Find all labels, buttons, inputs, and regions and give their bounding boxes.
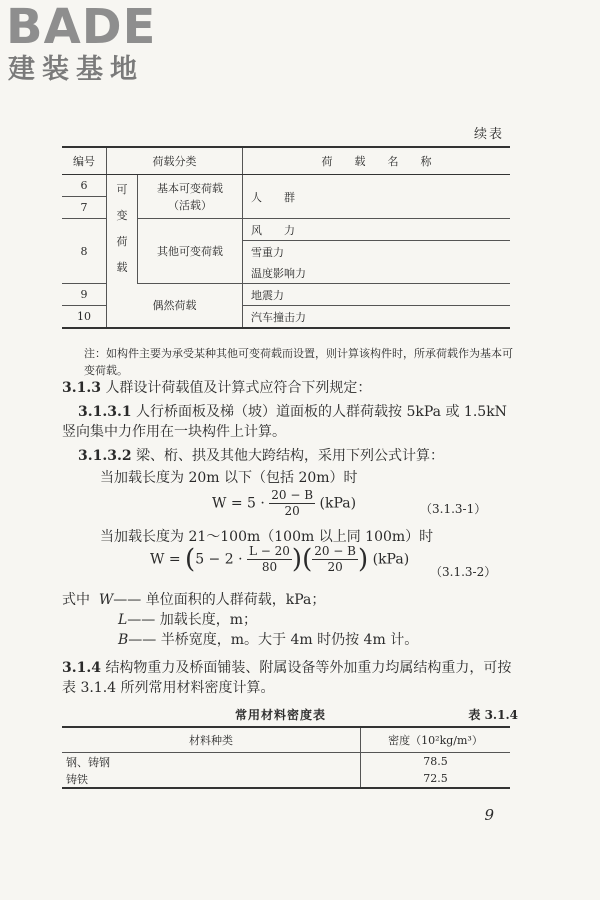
section-number: 3.1.4 [62, 660, 101, 676]
load-classification-table [62, 146, 510, 329]
row-no: 8 [62, 219, 107, 284]
table-row [62, 175, 510, 197]
section-text: 结构物重力及桥面铺装、附属设备等外加重力均属结构重力，可按表 3.1.4 所列常用材料密度计算。 [62, 660, 512, 696]
table-row [62, 770, 510, 788]
table-header-row [62, 147, 510, 175]
header-material: 材料种类 [62, 727, 361, 753]
material-cell: 铸铁 [62, 770, 361, 788]
table-row [62, 753, 510, 771]
load-name: 汽车撞击力 [243, 306, 511, 329]
accidental-load: 偶然荷载 [107, 284, 243, 329]
where-clause [62, 590, 512, 650]
section-text: 人行桥面板及梯（坡）道面板的人群荷载按 5kPa 或 1.5kN 竖向集中力作用在一块构件上计算。 [62, 404, 507, 440]
density-cell: 72.5 [361, 770, 511, 788]
header-load-name: 荷 载 名 称 [243, 147, 511, 175]
table-note: 注：如构件主要为承受某种其他可变荷载而设置，则计算该构件时，所承荷载作为基本可变荷载。 [84, 347, 513, 377]
logo-wordmark: BADE [6, 0, 157, 55]
section-3-1-3-2 [78, 446, 518, 466]
fraction: $\frac{L - 20}{80}$ [249, 544, 290, 574]
table2-title: 常用材料密度表 [235, 708, 327, 722]
logo-subtitle: 建装基地 [8, 54, 144, 85]
density-cell: 78.5 [423, 755, 448, 768]
section-3-1-3-1 [62, 402, 512, 442]
equation-number: （3.1.3-2） [430, 565, 497, 579]
equation-number: （3.1.3-1） [420, 502, 487, 516]
load-name: 风 力 [243, 219, 511, 241]
row-no: 9 [62, 284, 107, 306]
where-item: 式中 W—— 单位面积的人群荷载，kPa； [62, 592, 326, 608]
continued-label: 续表 [473, 127, 504, 142]
condition-1: 当加载长度为 20m 以下（包括 20m）时 [100, 470, 358, 486]
section-3-1-4 [62, 658, 512, 698]
material-cell: 钢、铸钢 [62, 753, 361, 771]
section-text: 人群设计荷载值及计算式应符合下列规定： [105, 380, 372, 396]
load-name: 地震力 [243, 284, 511, 306]
table2-number: 表 3.1.4 [468, 708, 518, 722]
equation-2: W = (5 − 2 · $\frac{L - 20}{80}$ )( $\frac{20 - B}{20}$ ) (kPa) [150, 544, 410, 575]
table-row [62, 284, 510, 306]
load-name: 人 群 [243, 175, 511, 219]
fraction: $\frac{20 - B}{20}$ [314, 544, 356, 574]
section-number: 3.1.3 [62, 380, 101, 396]
where-item: B—— 半桥宽度，m。大于 4m 时仍按 4m 计。 [118, 632, 419, 648]
page-number: 9 [484, 806, 494, 824]
section-text: 梁、桁、拱及其他大跨结构，采用下列公式计算： [136, 448, 445, 464]
header-no: 编号 [62, 147, 107, 175]
equation-1: W = 5 · $\frac{20 - B}{20}$ (kPa) [212, 488, 357, 518]
load-name: 温度影响力 [243, 262, 511, 284]
load-name: 雪重力 [251, 245, 284, 259]
material-density-table [62, 726, 510, 789]
row-no: 10 [62, 306, 107, 329]
basic-variable-load: 基本可变荷载 （活载） [138, 175, 243, 219]
condition-2: 当加载长度为 21～100m（100m 以上同 100m）时 [100, 529, 434, 545]
row-no: 7 [62, 197, 107, 219]
group-variable-load: 可 变 荷 载 [107, 175, 138, 284]
table-header-row [62, 727, 510, 753]
section-number: 3.1.3.2 [78, 448, 132, 464]
where-item: L—— 加载长度，m； [118, 612, 258, 628]
section-number: 3.1.3.1 [78, 404, 132, 420]
row-no: 6 [62, 175, 107, 197]
header-density: 密度（10²kg/m³） [361, 727, 511, 753]
section-3-1-3 [62, 378, 512, 398]
other-variable-load: 其他可变荷载 [138, 219, 243, 284]
header-category: 荷载分类 [107, 147, 243, 175]
fraction: $\frac{20 - B}{20}$ [271, 488, 314, 518]
